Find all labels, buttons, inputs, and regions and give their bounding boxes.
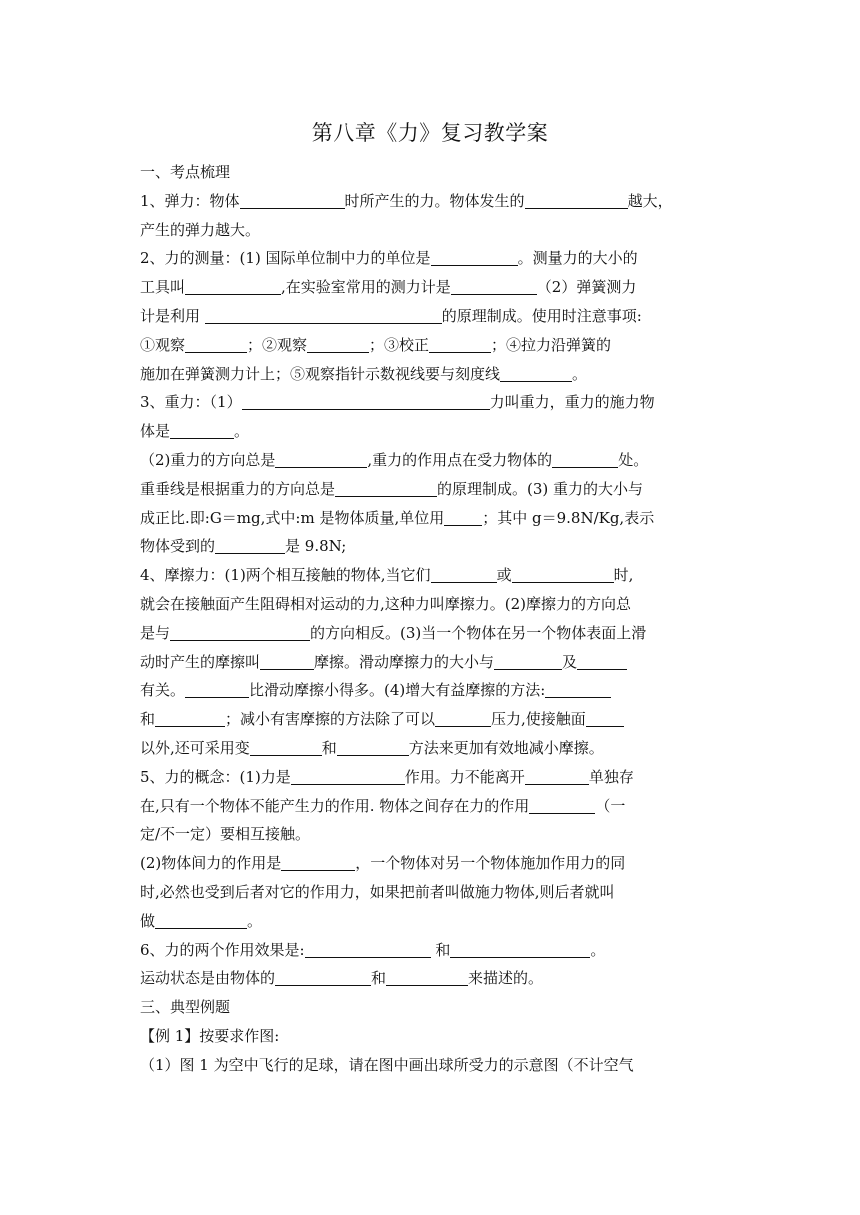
answer-blank[interactable] (386, 967, 468, 986)
section-heading-key-points: 一、考点梳理 (140, 163, 231, 181)
text-line: 工具叫 ,在实验室常用的测力计是 （2）弹簧测力 (140, 278, 637, 297)
answer-blank[interactable] (525, 766, 589, 785)
text-line: 1、弹力：物体 时所产生的力。物体发生的 越大， (140, 191, 673, 210)
answer-blank[interactable] (215, 535, 285, 554)
answer-blank[interactable] (586, 708, 624, 727)
text-line: 2、力的测量：(1) 国际单位制中力的单位是 。测量力的大小的 (140, 249, 638, 268)
text-line: 时,必然也受到后者对它的作用力，如果把前者叫做施力物体,则后者就叫 (140, 882, 615, 901)
text-line: 施加在弹簧测力计上；⑤观察指针示数视线要与刻度线 。 (140, 364, 588, 383)
answer-blank[interactable] (240, 190, 345, 209)
answer-blank[interactable] (435, 708, 491, 727)
answer-blank[interactable] (155, 708, 225, 727)
answer-blank[interactable] (275, 967, 371, 986)
answer-blank[interactable] (444, 507, 482, 526)
document-body (140, 158, 714, 1080)
answer-blank[interactable] (305, 939, 431, 958)
text-line: 3、重力：（1） 力叫重力，重力的施力物 (140, 393, 655, 412)
text-line: 定/不一定）要相互接触。 (140, 825, 311, 844)
answer-blank[interactable] (275, 449, 367, 468)
answer-blank[interactable] (429, 334, 491, 353)
text-line: 计是利用 的原理制成。使用时注意事项: (140, 306, 642, 325)
text-line: 产生的弹力越大。 (140, 220, 261, 239)
answer-blank[interactable] (185, 276, 281, 295)
text-line: （2)重力的方向总是 ,重力的作用点在受力物体的 处。 (140, 450, 649, 469)
answer-blank[interactable] (185, 334, 247, 353)
text-line: 动时产生的摩擦叫 摩擦。滑动摩擦力的大小与 及 (140, 648, 714, 677)
answer-blank[interactable] (431, 247, 518, 266)
text-line: 物体受到的 是 9.8N; (140, 537, 347, 556)
answer-blank[interactable] (250, 737, 322, 756)
text-line: 在,只有一个物体不能产生力的作用. 物体之间存在力的作用 （一 (140, 796, 626, 815)
answer-blank[interactable] (545, 679, 611, 698)
answer-blank[interactable] (525, 190, 628, 209)
answer-blank[interactable] (335, 478, 437, 497)
answer-blank[interactable] (260, 651, 314, 670)
answer-blank[interactable] (500, 363, 572, 382)
answer-blank[interactable] (512, 564, 614, 583)
text-line: 体是 。 (140, 422, 250, 441)
example-heading: 【例 1】按要求作图: (140, 1026, 280, 1045)
answer-blank[interactable] (170, 622, 310, 641)
answer-blank[interactable] (451, 276, 537, 295)
text-line: 就会在接触面产生阻碍相对运动的力,这种力叫摩擦力。(2)摩擦力的方向总 (140, 594, 632, 613)
text-line: 成正比.即:G＝mg,式中:m 是物体质量,单位用 ；其中 g＝9.8N/Kg,表示 (140, 508, 655, 527)
text-line: 重垂线是根据重力的方向总是 的原理制成。(3) 重力的大小与 (140, 479, 644, 498)
answer-blank[interactable] (450, 939, 590, 958)
text-line: 是与 的方向相反。(3)当一个物体在另一个物体表面上滑 (140, 623, 647, 642)
answer-blank[interactable] (291, 766, 405, 785)
answer-blank[interactable] (170, 420, 234, 439)
answer-blank[interactable] (242, 391, 490, 410)
text-line: 5、力的概念：(1)力是 作用。力不能离开 单独存 (140, 767, 634, 786)
section-heading-examples: 三、典型例题 (140, 998, 231, 1017)
text-line: （1）图 1 为空中飞行的足球，请在图中画出球所受力的示意图（不计空气 (140, 1055, 634, 1074)
answer-blank[interactable] (552, 449, 618, 468)
answer-blank[interactable] (494, 651, 562, 670)
answer-blank[interactable] (337, 737, 409, 756)
text-line: 有关。 比滑动摩擦小得多。(4)增大有益摩擦的方法: (140, 676, 714, 705)
answer-blank[interactable] (185, 679, 249, 698)
answer-blank[interactable] (155, 910, 247, 929)
text-line: 做 。 (140, 911, 263, 930)
answer-blank[interactable] (205, 305, 442, 324)
text-line: 6、力的两个作用效果是: 和 。 (140, 940, 606, 959)
text-line: 以外,还可采用变 和 方法来更加有效地减小摩擦。 (140, 738, 604, 757)
answer-blank[interactable] (431, 564, 497, 583)
answer-blank[interactable] (307, 334, 369, 353)
answer-blank[interactable] (529, 795, 595, 814)
answer-blank[interactable] (281, 852, 355, 871)
document-title: 第八章《力》复习教学案 (311, 121, 549, 145)
answer-blank[interactable] (577, 651, 627, 670)
text-line: (2)物体间力的作用是 ，一个物体对另一个物体施加作用力的同 (140, 854, 626, 873)
text-line: 4、摩擦力：(1)两个相互接触的物体,当它们 或 时, (140, 566, 634, 585)
text-line: 运动状态是由物体的 和 来描述的。 (140, 969, 544, 988)
text-line: 和 ；减小有害摩擦的方法除了可以 压力,使接触面 (140, 705, 714, 734)
text-line: ①观察 ；②观察 ；③校正 ；④拉力沿弹簧的 (140, 335, 612, 354)
